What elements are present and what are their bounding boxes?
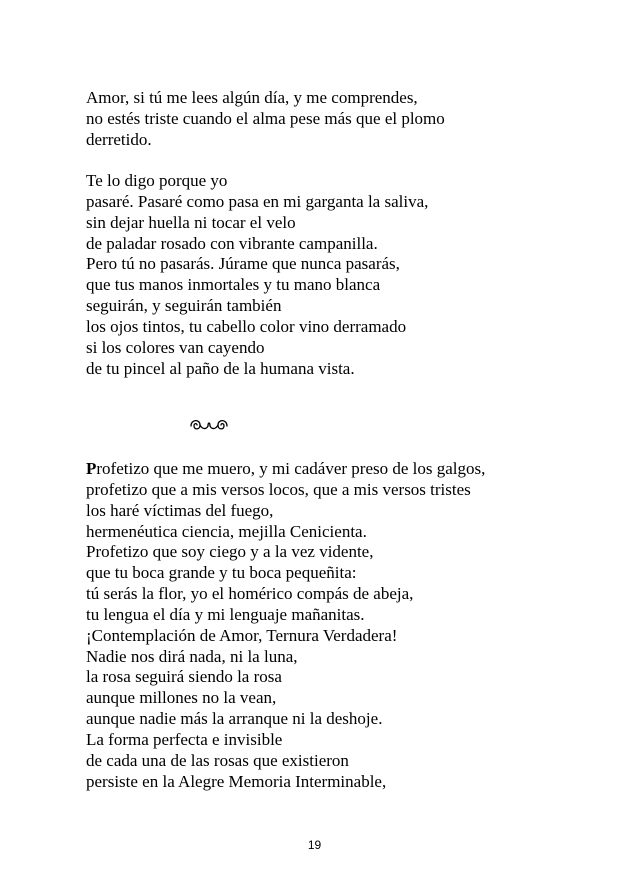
poem-line: hermenéutica ciencia, mejilla Cenicienta. [86,521,367,541]
poem-line: derretido. [86,129,152,149]
poem-line: Te lo digo porque yo [86,171,228,190]
poem-line: profetizo que a mis versos locos, que a mis versos tristes [86,479,471,499]
poem-line: de paladar rosado con vibrante campanilla. [86,233,378,253]
poem-line-text: rofetizo que me muero, y mi cadáver preso de los galgos, [96,459,486,478]
poem-stanza-2 [86,171,428,379]
poem-line: que tu boca grande y tu boca pequeñita: [86,563,357,583]
poem-line: de tu pincel al paño de la humana vista. [86,358,355,378]
page-number: 19 [307,838,322,852]
poem-line: no estés triste cuando el alma pese más que el plomo [86,108,445,128]
poem-stanza-1 [86,88,445,151]
poem-line: tu lengua el día y mi lenguaje mañanitas. [86,604,365,624]
poem-line: aunque millones no la vean, [86,688,277,708]
fleuron-ornament-icon [188,413,230,437]
poem-line: los ojos tintos, tu cabello color vino derramado [86,316,407,336]
poem-line: La forma perfecta e invisible [86,729,283,749]
poem-line: que tus manos inmortales y tu mano blanca [86,275,381,295]
poem-line: ¡Contemplación de Amor, Ternura Verdadera! [86,625,398,645]
poem-line: la rosa seguirá siendo la rosa [86,667,282,687]
poem-line: si los colores van cayendo [86,337,265,357]
poem-stanza-3 [86,459,485,793]
poem-line: Pero tú no pasarás. Júrame que nunca pasarás, [86,254,400,274]
poem-line: Profetizo que soy ciego y a la vez vidente, [86,542,374,562]
poem-line [86,459,485,480]
poem-line: sin dejar huella ni tocar el velo [86,212,296,232]
poem-line: aunque nadie más la arranque ni la deshoje. [86,709,383,729]
poem-line: seguirán, y seguirán también [86,296,282,316]
poem-line: persiste en la Alegre Memoria Interminable, [86,771,387,791]
poem-line: Amor, si tú me lees algún día, y me comprendes, [86,88,418,107]
poem-line: Nadie nos dirá nada, ni la luna, [86,646,298,666]
poem-line: los haré víctimas del fuego, [86,500,274,520]
poem-line: de cada una de las rosas que existieron [86,750,349,770]
poem-line: tú serás la flor, yo el homérico compás de abeja, [86,584,414,604]
drop-cap: P [86,459,97,478]
poem-line: pasaré. Pasaré como pasa en mi garganta la saliva, [86,191,429,211]
